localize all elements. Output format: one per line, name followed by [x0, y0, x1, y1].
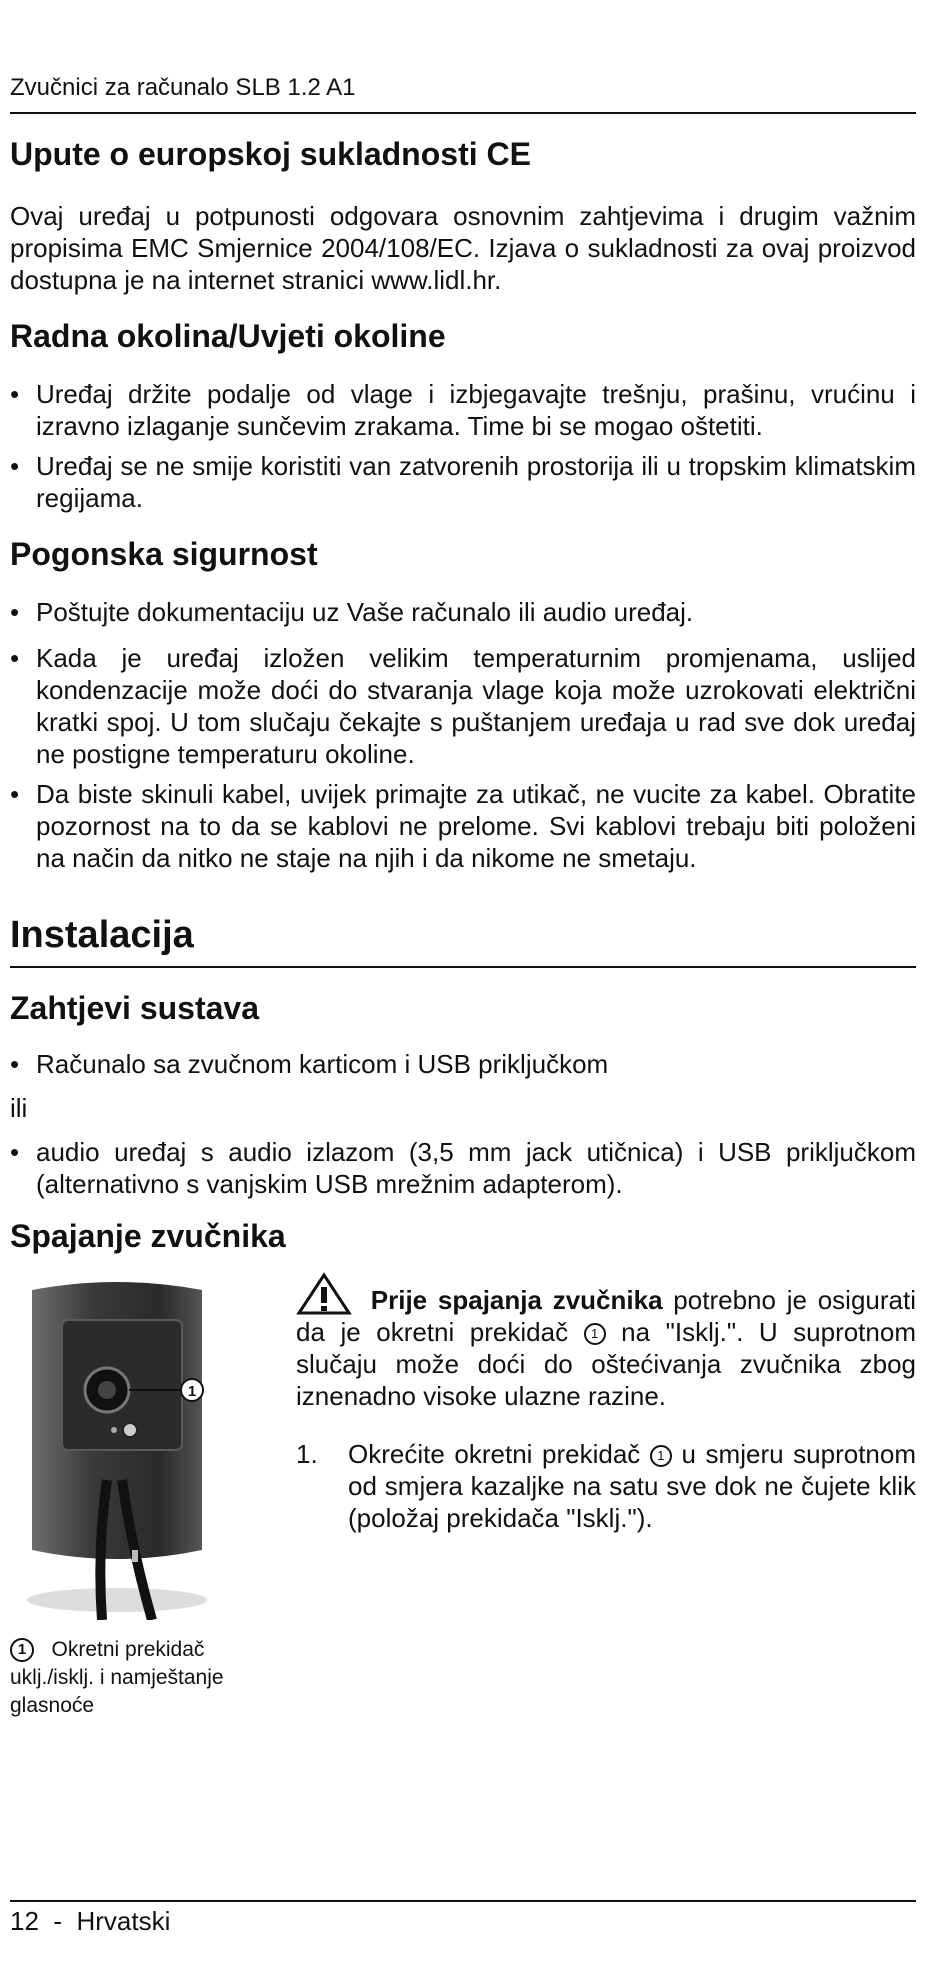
safety-bullet	[10, 642, 916, 770]
caption-text: Okretni prekidač uklj./isklj. i namještanje glasnoće	[10, 1638, 224, 1717]
installation-rule	[10, 966, 916, 968]
connect-heading: Spajanje zvučnika	[10, 1218, 286, 1254]
header-rule	[10, 112, 916, 114]
environment-bullet	[10, 450, 916, 514]
switch-caption	[10, 1636, 280, 1720]
bullet-text: Da biste skinuli kabel, uvijek primajte za utikač, ne vucite za kabel. Obratite pozornost na to da se kablovi ne prelome. Svi kablovi trebaju biti položeni na način da nitko ne staje na njih i da nikome ne smetaju.	[36, 779, 916, 873]
warning-bold-text: Prije spajanja zvučnika	[370, 1285, 663, 1315]
footer-rule	[10, 1900, 916, 1902]
page-footer: 12 - Hrvatski	[10, 1906, 171, 1936]
safety-heading: Pogonska sigurnost	[10, 536, 318, 572]
bullet-icon: •	[10, 1137, 20, 1167]
environment-heading: Radna okolina/Uvjeti okoline	[10, 318, 446, 354]
requirements-heading: Zahtjevi sustava	[10, 990, 259, 1026]
callout-marker: 1	[187, 1383, 197, 1400]
ce-paragraph: Ovaj uređaj u potpunosti odgovara osnovnim zahtjevima i drugim važnim propisima EMC Smjernice 2004/108/EC. Izjava o sukladnosti za ovaj proizvod dostupna je na internet stranici www.lidl.hr.	[10, 201, 916, 295]
bullet-icon: •	[10, 451, 20, 481]
step-number: 1.	[296, 1439, 318, 1469]
bullet-text: Kada je uređaj izložen velikim temperaturnim promjenama, uslijed kondenzacije može doći do stvaranja vlage koja može uzrokovati električni kratki spoj. U tom slučaju čekajte s puštanjem uređaja u rad sve dok uređaj ne postigne temperaturu okoline.	[36, 643, 916, 769]
warning-text: potrebno je osigurati da je okretni prekidač	[296, 1285, 916, 1347]
bullet-icon: •	[10, 1049, 20, 1079]
bullet-text: audio uređaj s audio izlazom (3,5 mm jack utičnica) i USB priključkom (alternativno s vanjskim USB mrežnim adapterom).	[36, 1137, 916, 1199]
page-header-title: Zvučnici za računalo SLB 1.2 A1	[10, 74, 356, 101]
installation-heading: Instalacija	[10, 914, 194, 956]
safety-bullet	[10, 596, 916, 628]
switch-marker-icon: 1	[584, 1323, 606, 1345]
requirements-bullet	[10, 1136, 916, 1200]
safety-bullet	[10, 778, 916, 874]
warning-triangle-icon	[296, 1272, 352, 1316]
switch-marker-icon: 1	[650, 1445, 672, 1467]
bullet-text: Računalo sa zvučnom karticom i USB priključkom	[36, 1049, 609, 1079]
bullet-text: Uređaj se ne smije koristiti van zatvorenih prostorija ili u tropskim klimatskim regijama.	[36, 451, 916, 513]
warning-block	[296, 1272, 916, 1412]
bullet-text: Uređaj držite podalje od vlage i izbjegavajte trešnju, prašinu, vrućinu i izravno izlaganje sunčevim zrakama. Time bi se mogao oštetiti.	[36, 379, 916, 441]
bullet-text: Poštujte dokumentaciju uz Vaše računalo ili audio uređaj.	[36, 597, 694, 627]
bullet-icon: •	[10, 643, 20, 673]
callout-marker-icon: 1	[10, 1638, 34, 1662]
step-text: u smjeru suprotnom od smjera kazaljke na satu sve dok ne čujete klik (položaj prekidača "Isklj.").	[348, 1439, 916, 1533]
requirements-bullet	[10, 1048, 916, 1080]
warning-text: na "Isklj.". U suprotnom slučaju može doći do oštećivanja zvučnika zbog iznenadno visoke ulazne razine.	[296, 1317, 916, 1411]
step-text: Okrećite okretni prekidač	[348, 1439, 650, 1469]
bullet-icon: •	[10, 379, 20, 409]
bullet-icon: •	[10, 779, 20, 809]
step-1	[296, 1438, 916, 1534]
environment-bullet	[10, 378, 916, 442]
ce-heading: Upute o europskoj sukladnosti CE	[10, 136, 531, 172]
speaker-photo	[22, 1280, 212, 1620]
bullet-icon: •	[10, 597, 20, 627]
requirements-or: ili	[10, 1093, 28, 1123]
